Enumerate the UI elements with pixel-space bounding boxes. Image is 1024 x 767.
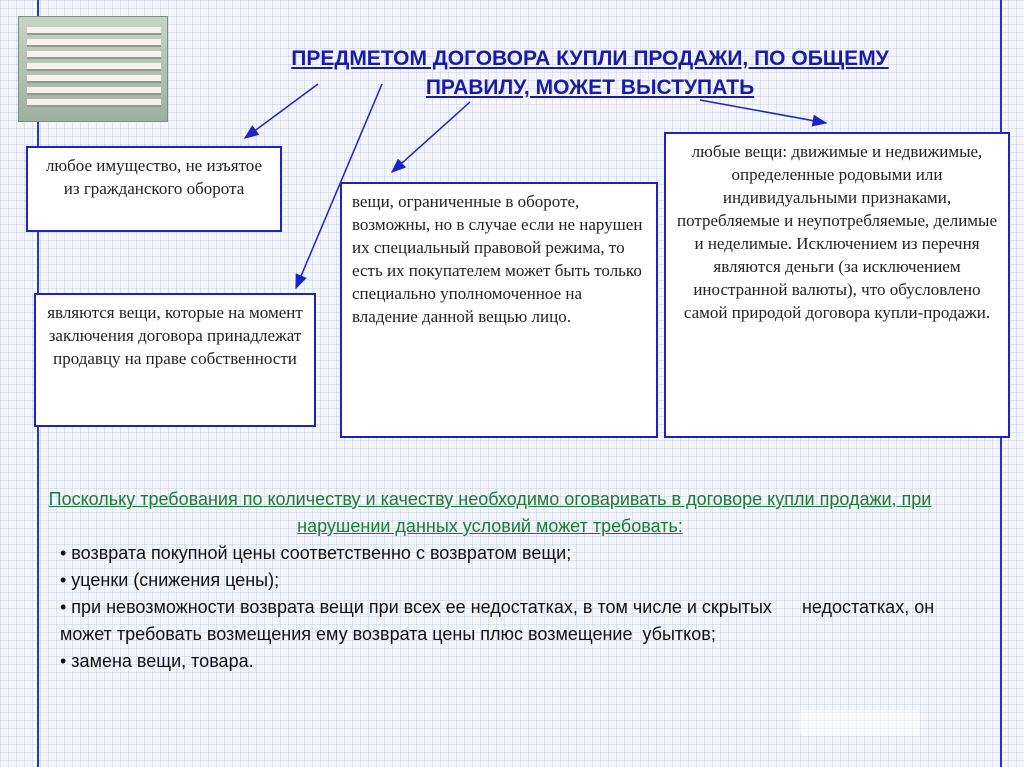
box-restricted	[340, 182, 658, 438]
requirements-intro: Поскольку требования по количеству и качеству необходимо оговаривать в договоре купли продажи, при нарушении данных условий может требовать:	[48, 489, 932, 536]
box-restricted-text: вещи, ограниченные в обороте, возможны, но в случае если не нарушен их специальный правовой режима, то есть их покупателем может быть только специально уполномоченное на владение данной вещью лицо.	[352, 192, 643, 326]
box-seller-owned	[34, 293, 316, 427]
arrow-to-any-things	[700, 100, 826, 123]
box-any-property	[26, 146, 282, 232]
requirement-item-2: • уценки (снижения цены);	[60, 570, 280, 590]
title-line-2: ПРАВИЛУ, МОЖЕТ ВЫСТУПАТЬ	[425, 76, 755, 99]
requirement-item-3: • при невозможности возврата вещи при всех ее недостатках, в том числе и скрытых недостатках, он может требовать возмещения ему возврата цены плюс возмещение убытков;	[60, 597, 940, 644]
box-any-things-text: любые вещи: движимые и недвижимые, определенные родовыми или индивидуальными признаками, потребляемые и неупотребляемые, делимые и неделимые. Исключением из перечня являются деньги (за исключением иностранной валюты), что обусловлено самой природой договора купли-продажи.	[676, 142, 998, 322]
title-line-1: ПРЕДМЕТОМ ДОГОВОРА КУПЛИ ПРОДАЖИ, ПО ОБЩЕМУ	[291, 47, 889, 70]
arrow-to-restricted	[392, 102, 470, 172]
box-any-things	[664, 132, 1010, 438]
arrow-to-any-property	[245, 84, 318, 138]
requirement-item-4: • замена вещи, товара.	[60, 651, 254, 671]
watermark	[800, 710, 920, 736]
box-any-property-text: любое имущество, не изъятое из гражданского оборота	[45, 156, 263, 198]
box-seller-owned-text: являются вещи, которые на момент заключения договора принадлежат продавцу на праве собственности	[47, 303, 303, 368]
requirement-item-1: • возврата покупной цены соответственно с возвратом вещи;	[60, 543, 572, 563]
requirements-section	[48, 486, 960, 675]
